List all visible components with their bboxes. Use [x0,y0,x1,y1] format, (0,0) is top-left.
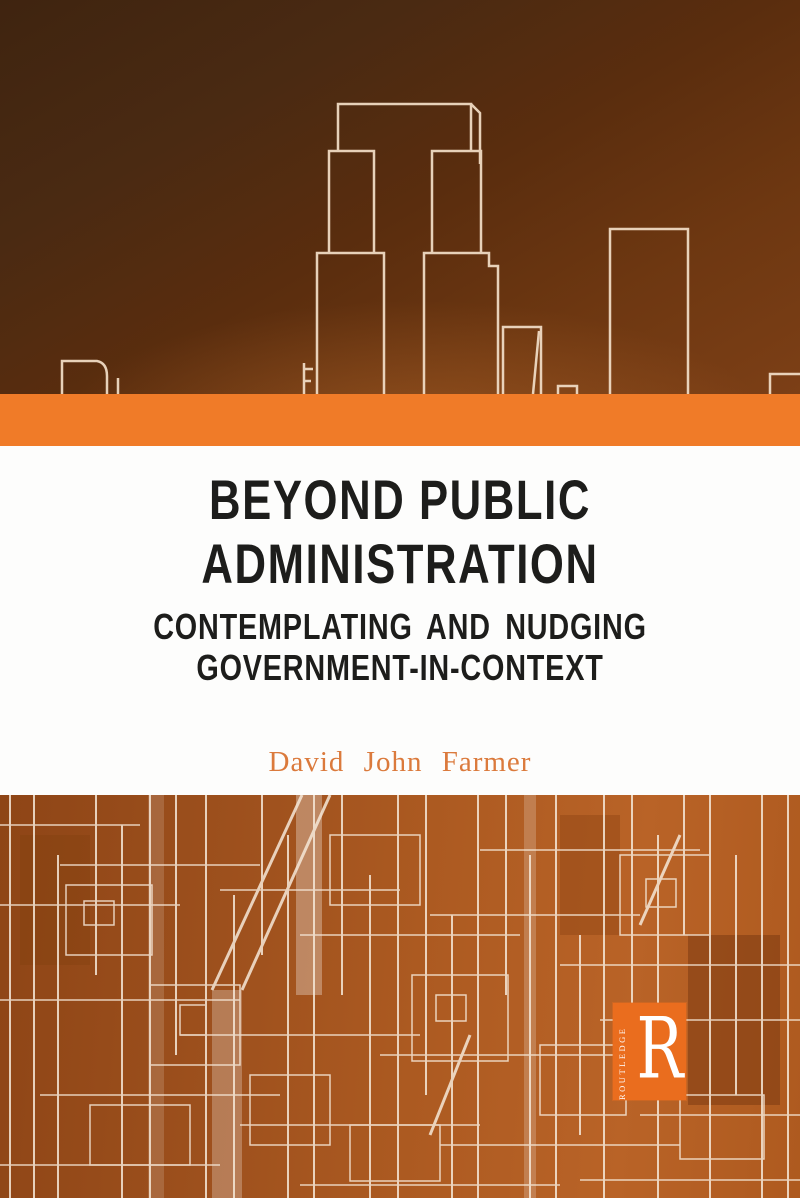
author-name: David John Farmer [268,746,532,778]
left-tower-top [329,151,374,252]
stair-detail-left [304,363,313,394]
book-title [0,468,800,596]
skyline-bridge-step [471,104,480,164]
top-skyline-art [0,0,800,394]
skyline-buildings [62,104,800,394]
skyline-bridge [338,104,471,151]
publisher-logo-name: ROUTLEDGE [617,1026,627,1100]
stair-detail-right [558,386,577,394]
subtitle-line-1: CONTEMPLATING AND NUDGING [153,606,647,647]
far-right-building [770,374,800,394]
title-panel [0,446,800,795]
divider-band [0,394,800,446]
small-building-diagonal [533,331,539,394]
wireframe-lines [0,795,800,1198]
publisher-logo [613,999,686,1100]
right-tower-top [432,151,481,252]
far-left-building [62,361,107,394]
subtitle-line-2: GOVERNMENT-IN-CONTEXT [196,647,604,688]
wireframe-city-art [0,795,800,1198]
left-tower-base [317,253,384,394]
book-subtitle [0,606,800,688]
bottom-wireframe-art [0,795,800,1198]
tall-right-building [610,229,688,394]
right-tower-base [424,253,498,394]
skyline-line-art [0,0,800,394]
title-line-2: ADMINISTRATION [201,532,599,595]
publisher-logo-letter-r: R [636,999,683,1098]
title-line-1: BEYOND PUBLIC [209,468,591,531]
